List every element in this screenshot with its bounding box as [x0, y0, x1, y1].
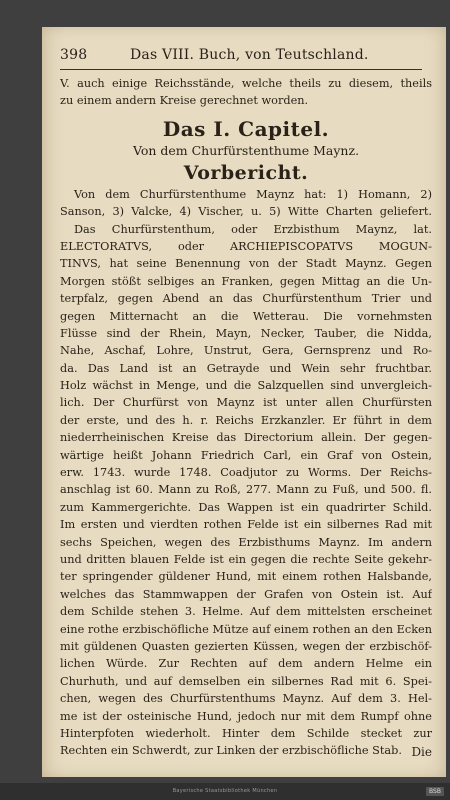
- text-line: gegen Mitternacht an die Wetterau. Die vornehmsten: [60, 309, 432, 323]
- text-line: Hinterpfoten wiederholt. Hinter dem Schilde stecket zur: [60, 726, 432, 740]
- text-line: TINVS, hat seine Benennung von der Stadt Maynz. Gegen: [60, 257, 432, 271]
- catchword: Die: [411, 745, 432, 759]
- text-line: Das Churfürstenthum, oder Erzbisthum Maynz, lat.: [74, 222, 432, 236]
- section-title: Vorbericht.: [183, 161, 309, 184]
- text-line: zu einem andern Kreise gerechnet worden.: [60, 94, 309, 108]
- text-line: Im ersten und vierdten rothen Felde ist ein silbernes Rad mit: [60, 518, 432, 532]
- text-line: ELECTORATVS, oder ARCHIEPISCOPATVS MOGUN-: [60, 239, 432, 253]
- text-line: lich. Der Churfürst von Maynz ist unter allen Churfürsten: [60, 396, 432, 410]
- text-line: Nahe, Aschaf, Lohre, Unstrut, Gera, Gernsprenz und Ro-: [60, 344, 432, 358]
- book-page: [42, 27, 446, 777]
- text-line: Von dem Churfürstenthume Maynz hat: 1) Homann, 2): [74, 187, 432, 201]
- text-line: Sanson, 3) Valcke, 4) Vischer, u. 5) Witte Charten geliefert.: [60, 205, 432, 219]
- text-line: Rechten ein Schwerdt, zur Linken der erzbischöfliche Stab.: [60, 744, 402, 758]
- text-line: zum Kammergerichte. Das Wappen ist ein quadrirter Schild.: [60, 500, 432, 514]
- text-line: Morgen stößt selbiges an Franken, gegen Mittag an die Un-: [60, 274, 432, 288]
- text-line: Flüsse sind der Rhein, Mayn, Necker, Tauber, die Nidda,: [60, 326, 432, 340]
- text-line: sechs Speichen, wegen des Erzbisthums Maynz. Im andern: [60, 535, 432, 549]
- text-line: Churhuth, und auf demselben ein silbernes Rad mit 6. Spei-: [60, 674, 432, 688]
- text-line: wärtige heißt Johann Friedrich Carl, ein Graf von Ostein,: [60, 448, 432, 462]
- text-line: terpfalz, gegen Abend an das Churfürstenthum Trier und: [60, 292, 432, 306]
- text-line: anschlag ist 60. Mann zu Roß, 277. Mann zu Fuß, und 500. fl.: [60, 483, 432, 497]
- text-line: der erste, und des h. r. Reichs Erzkanzler. Er führt in dem: [60, 413, 432, 427]
- text-line: welches das Stammwappen der Grafen von Ostein ist. Auf: [60, 587, 432, 601]
- text-line: me ist der osteinische Hund, jedoch nur mit dem Rumpf ohne: [60, 709, 432, 723]
- header-rule: [60, 69, 422, 70]
- viewer-footer: [0, 783, 450, 800]
- text-line: ter springender güldener Hund, mit einem rothen Halsbande,: [60, 570, 432, 584]
- chapter-title: Das I. Capitel.: [162, 116, 330, 141]
- page-header: [60, 47, 420, 67]
- text-line: da. Das Land ist an Getrayde und Wein sehr fruchtbar.: [60, 361, 432, 375]
- text-line: dem Schilde stehen 3. Helme. Auf dem mittelsten erscheinet: [60, 605, 432, 619]
- library-logo: BSB: [426, 787, 444, 796]
- text-line: niederrheinischen Kreise das Directorium allein. Der gegen-: [60, 431, 432, 445]
- text-line: erw. 1743. wurde 1748. Coadjutor zu Worms. Der Reichs-: [60, 466, 432, 480]
- running-title: Das VIII. Buch, von Teutschland.: [130, 47, 369, 63]
- text-line: mit güldenen Quasten gezierten Küssen, wegen der erzbischöf-: [60, 639, 432, 653]
- library-credit: Bayerische Staatsbibliothek München: [172, 788, 278, 794]
- text-line: chen, wegen des Churfürstenthums Maynz. Auf dem 3. Hel-: [60, 692, 432, 706]
- chapter-subtitle: Von dem Churfürstenthume Maynz.: [132, 142, 360, 158]
- page-number: 398: [60, 47, 88, 63]
- page-body: [60, 75, 432, 760]
- text-line: Holz wächst in Menge, und die Salzquellen sind unvergleich-: [60, 379, 432, 393]
- text-line: lichen Würde. Zur Rechten auf dem andern Helme ein: [60, 657, 432, 671]
- text-line: V. auch einige Reichsstände, welche theils zu diesem, theils: [60, 77, 432, 90]
- text-line: und dritten blauen Felde ist ein gegen die rechte Seite gekehr-: [60, 552, 432, 566]
- text-line: eine rothe erzbischöfliche Mütze auf einem rothen an den Ecken: [60, 622, 432, 636]
